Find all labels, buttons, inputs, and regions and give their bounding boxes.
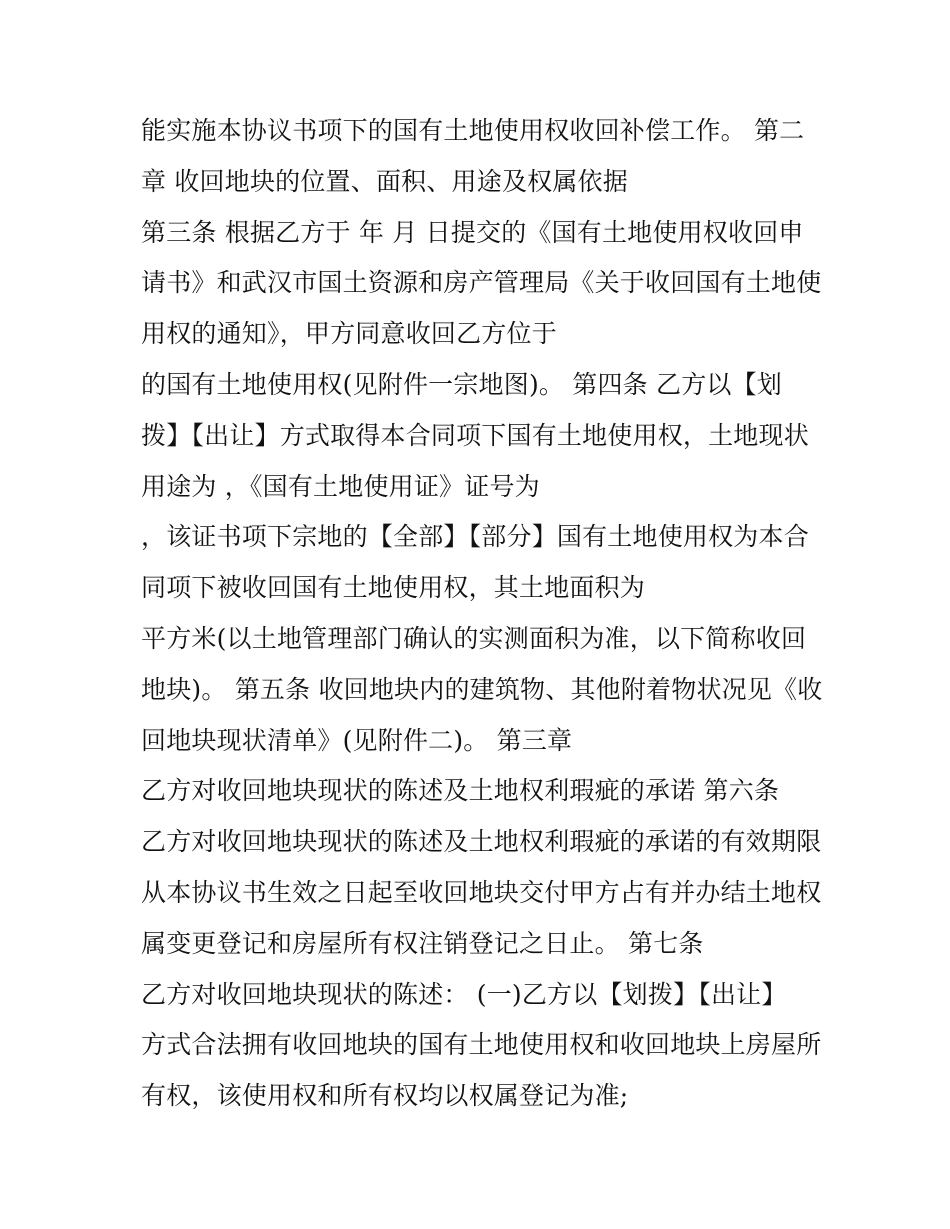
text-line: ，该证书项下宗地的【全部】【部分】国有土地使用权为本合 <box>141 522 809 552</box>
text-line: 回地块现状清单》(见附件二)。 第三章 <box>141 725 573 755</box>
text-line: 请书》和武汉市国土资源和房产管理局《关于收回国有土地使 <box>141 268 822 298</box>
text-line: 用途为 ，《国有土地使用证》证号为 <box>141 471 540 501</box>
text-line: 从本协议书生效之日起至收回地块交付甲方占有并办结土地权 <box>141 877 822 907</box>
text-line: 能实施本协议书项下的国有土地使用权收回补偿工作。 第二 <box>141 116 805 145</box>
text-line: 章 收回地块的位置、面积、用途及权属依据 <box>141 166 628 196</box>
text-line: 乙方对收回地块现状的陈述及土地权利瑕疵的承诺的有效期限 <box>141 827 822 857</box>
text-line: 同项下被收回国有土地使用权，其土地面积为 <box>141 573 646 603</box>
text-line: 方式合法拥有收回地块的国有土地使用权和收回地块上房屋所 <box>141 1030 822 1060</box>
document-body <box>141 106 841 1122</box>
text-line: 乙方对收回地块现状的陈述： (一)乙方以【划拨】【出让】 <box>141 979 787 1009</box>
text-line: 属变更登记和房屋所有权注销登记之日止。 第七条 <box>141 928 704 958</box>
text-line: 拨】【出让】方式取得本合同项下国有土地使用权，土地现状 <box>141 420 809 450</box>
text-line: 乙方对收回地块现状的陈述及土地权利瑕疵的承诺 第六条 <box>141 776 780 806</box>
text-line: 有权，该使用权和所有权均以权属登记为准; <box>141 1081 629 1111</box>
text-line: 平方米(以土地管理部门确认的实测面积为准，以下简称收回 <box>141 623 807 653</box>
text-line: 的国有土地使用权(见附件一宗地图)。 第四条 乙方以【划 <box>141 369 783 399</box>
text-line: 第三条 根据乙方于 年 月 日提交的《国有土地使用权收回申 <box>141 217 804 247</box>
text-line: 地块)。 第五条 收回地块内的建筑物、其他附着物状况见《收 <box>141 674 823 704</box>
text-line: 用权的通知》，甲方同意收回乙方位于 <box>141 319 557 349</box>
